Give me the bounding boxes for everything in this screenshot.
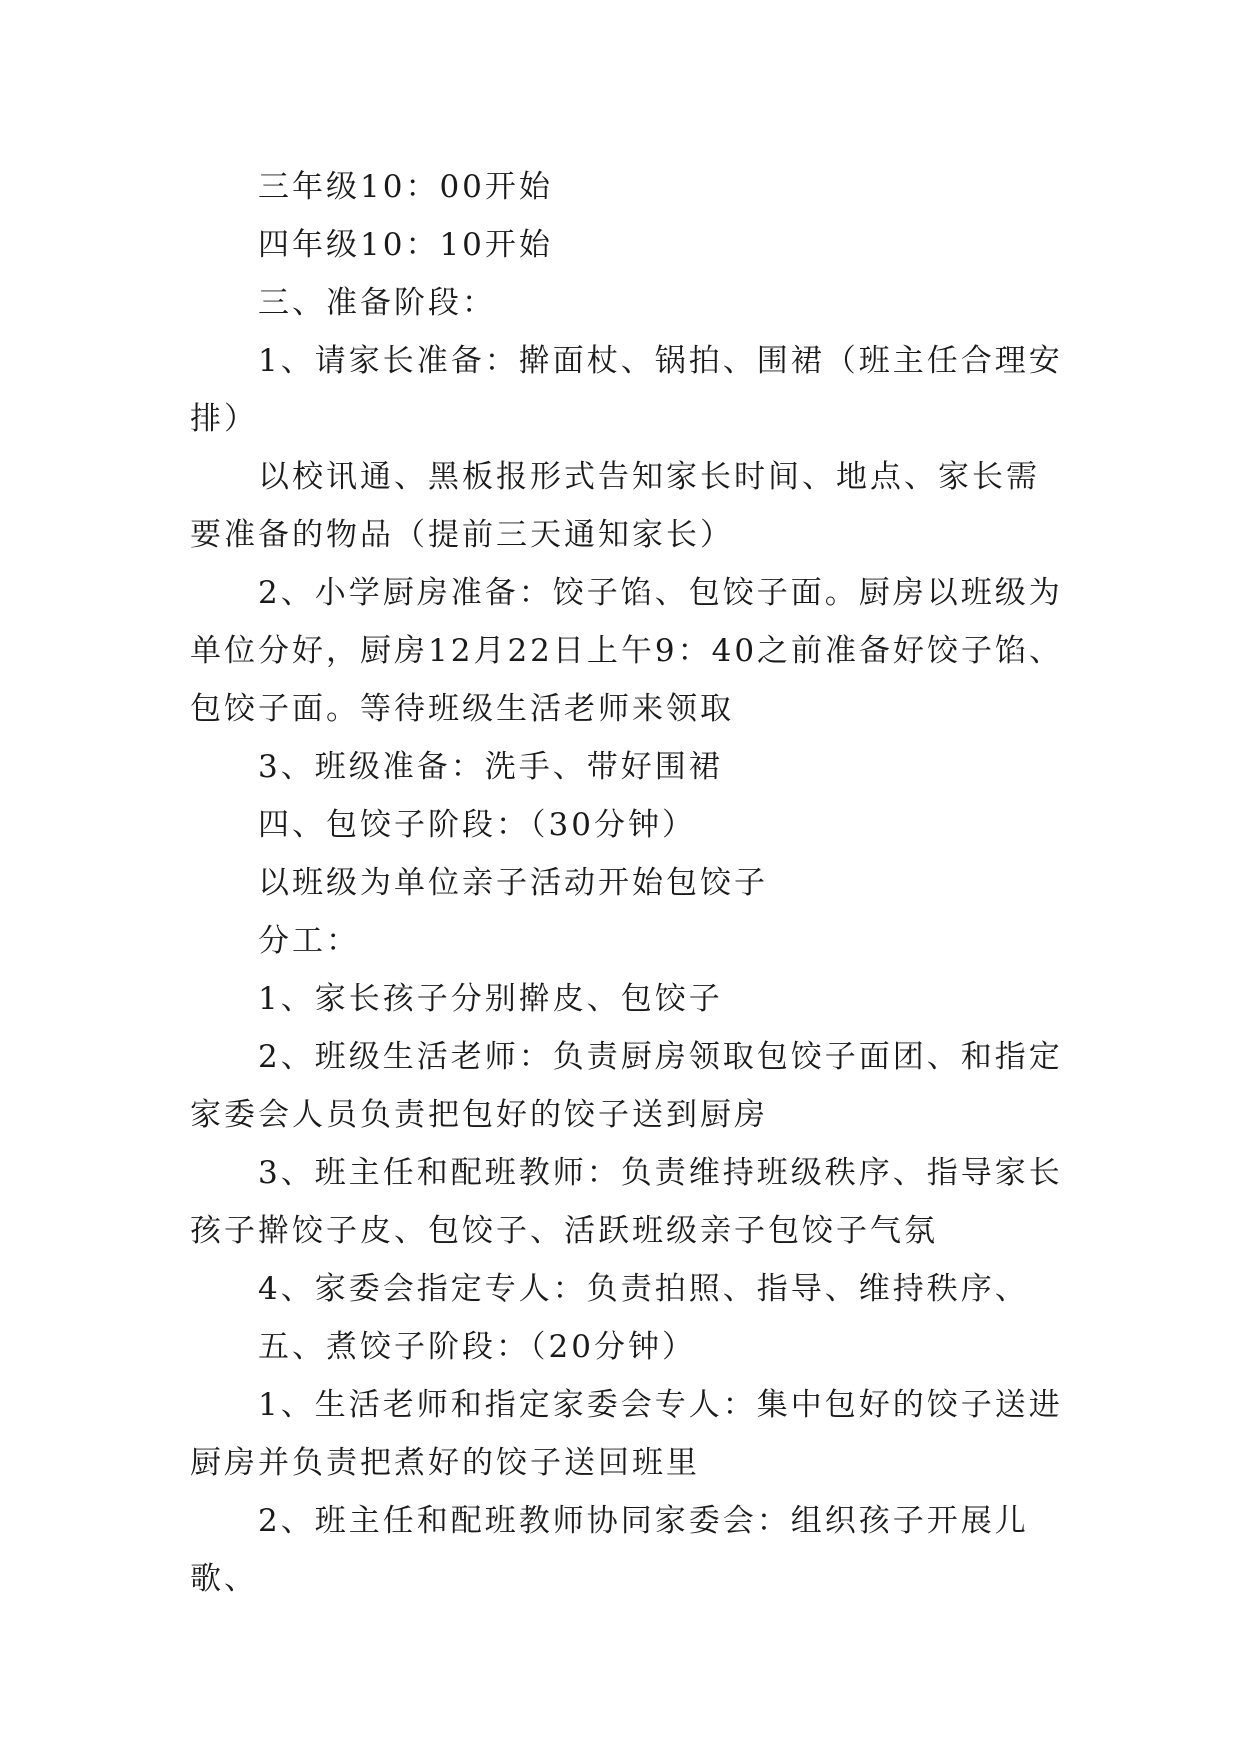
section-heading-preparation: 三、准备阶段：	[258, 285, 496, 321]
paragraph-boiling-life-teacher: 1、生活老师和指定家委会专人：集中包好的饺子送进厨房并负责把煮好的饺子送回班里	[190, 1387, 1063, 1481]
paragraph-division-life-teacher: 2、班级生活老师：负责厨房领取包饺子面团、和指定家委会人员负责把包好的饺子送到厨房	[190, 1039, 1063, 1133]
paragraph-kitchen-preparation: 2、小学厨房准备：饺子馅、包饺子面。厨房以班级为单位分好，厨房12月22日上午9：40之前准备好饺子馅、包饺子面。等待班级生活老师来领取	[190, 575, 1064, 727]
paragraph-boiling-head-teacher: 2、班主任和配班教师协同家委会：组织孩子开展儿歌、	[190, 1503, 1029, 1597]
document-body	[190, 158, 1070, 1608]
paragraph-notify-parents: 以校讯通、黑板报形式告知家长时间、地点、家长需要准备的物品（提前三天通知家长）	[190, 459, 1040, 553]
paragraph-class-preparation: 3、班级准备：洗手、带好围裙	[258, 749, 723, 785]
paragraph-grade3-start: 三年级10：00开始	[258, 169, 553, 205]
section-heading-boiling: 五、煮饺子阶段：（20分钟）	[258, 1329, 696, 1365]
paragraph-division-committee: 4、家委会指定专人：负责拍照、指导、维持秩序、	[258, 1271, 1029, 1307]
paragraph-grade4-start: 四年级10：10开始	[258, 227, 553, 263]
paragraph-parent-preparation: 1、请家长准备：擀面杖、锅拍、围裙（班主任合理安排）	[190, 343, 1063, 437]
paragraph-division-parents: 1、家长孩子分别擀皮、包饺子	[258, 981, 723, 1017]
paragraph-division-head-teacher: 3、班主任和配班教师：负责维持班级秩序、指导家长孩子擀饺子皮、包饺子、活跃班级亲子包饺子气氛	[190, 1155, 1063, 1249]
paragraph-division-heading: 分工：	[258, 923, 360, 959]
paragraph-class-activity: 以班级为单位亲子活动开始包饺子	[258, 865, 768, 901]
section-heading-dumpling-making: 四、包饺子阶段：（30分钟）	[258, 807, 696, 843]
